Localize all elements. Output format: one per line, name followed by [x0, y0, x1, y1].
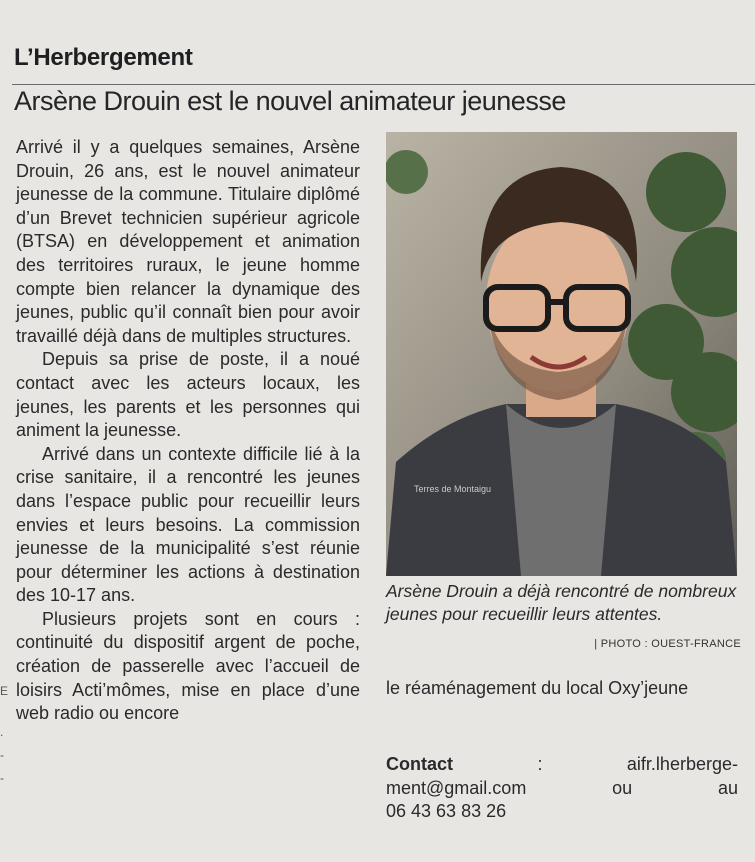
contact-label: Contact [386, 754, 453, 774]
contact-phone: 06 43 63 83 26 [386, 801, 507, 822]
edge-mark: - [0, 771, 4, 785]
contact-row-1 [386, 753, 738, 777]
photo-caption: Arsène Drouin a déjà rencontré de nombreux jeunes pour recueillir leurs attentes. [386, 581, 737, 624]
contact-ou: ou [612, 777, 633, 798]
shirt [506, 404, 616, 576]
contact-au: au [717, 777, 738, 798]
adjacent-column-fragments [0, 680, 8, 790]
section-title: L’Herbergement [14, 44, 193, 71]
edge-mark: . [0, 725, 4, 739]
paragraph-2: Depuis sa prise de poste, il a noué contact avec les acteurs locaux, les jeunes, les parents et les personnes qui animent la jeunesse. [16, 349, 360, 441]
contact-email-part2: ment@gmail.com [386, 777, 527, 798]
article-column-right [386, 677, 738, 701]
edge-mark: E [0, 684, 9, 698]
article-headline: Arsène Drouin est le nouvel animateur jeunesse [14, 86, 566, 116]
paragraph-4: Plusieurs projets sont en cours : continuité du dispositif argent de poche, création de passerelle avec l’accueil de loisirs Acti’mômes, mise en place d’une web radio ou encore [16, 608, 360, 724]
contact-separator: : [537, 754, 543, 774]
jacket-logo-text: Terres de Montaigu [414, 484, 492, 494]
paragraph-1: Arrivé il y a quelques semaines, Arsène Drouin, 26 ans, est le nouvel animateur jeunesse de la commune. Titulaire diplômé d’un Brevet technicien supérieur agricole (BTSA) en développement et animation des territoires ruraux, le jeune homme compte bien relancer la dynamique des jeunes, public qu’il connaît bien pour avoir travaillé déjà dans de multiples structures. [16, 137, 360, 346]
photo-credit: | PHOTO : OUEST-FRANCE [594, 638, 741, 650]
article-column-left [16, 136, 360, 726]
edge-mark: - [0, 748, 4, 762]
header-divider [12, 84, 755, 85]
paragraph-continued: le réaménagement du local Oxy’jeune [386, 678, 689, 698]
contact-row-3 [386, 800, 738, 824]
contact-row-2 [386, 777, 738, 801]
contact-email-part1: aifr.lherberge- [626, 754, 738, 774]
portrait-photo [386, 132, 737, 576]
paragraph-3: Arrivé dans un contexte difficile lié à la crise sanitaire, il a rencontré les jeunes dans l’espace public pour recueillir leurs envies et leurs besoins. La commission jeunesse de la municipalité s’est réunie pour déterminer les actions à destination des 10-17 ans. [16, 443, 360, 606]
contact-block [386, 753, 738, 824]
